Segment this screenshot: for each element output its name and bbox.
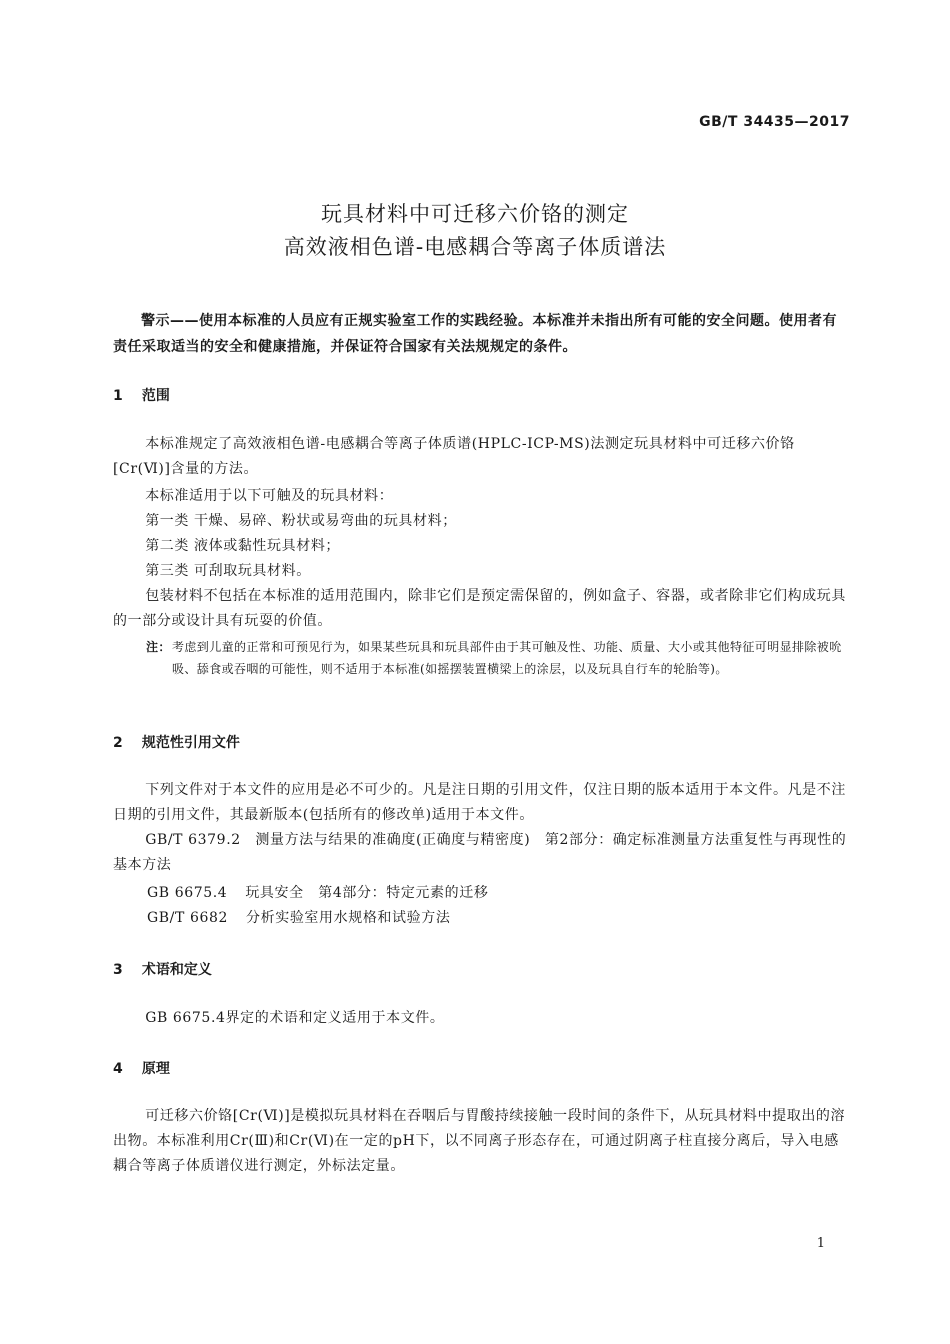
section-4-heading	[113, 1058, 170, 1078]
s1-paragraph-2: 本标准适用于以下可触及的玩具材料：	[145, 488, 394, 504]
reference-title: 测量方法与结果的准确度(正确度与精密度) 第2部分：确定标准测量方法重复性与再现性的基本方法	[113, 832, 847, 873]
s1-category-2: 第二类 液体或黏性玩具材料；	[145, 538, 341, 554]
warning-paragraph: 警示——使用本标准的人员应有正规实验室工作的实践经验。本标准并未指出所有可能的安全问题。使用者有责任采取适当的安全和健康措施，并保证符合国家有关法规规定的条件。	[113, 313, 837, 355]
s1-paragraph-6: 包装材料不包括在本标准的适用范围内，除非它们是预定需保留的，例如盒子、容器，或者除非它们构成玩具的一部分或设计具有玩耍的价值。	[113, 588, 846, 629]
s2-paragraph-1: 下列文件对于本文件的应用是必不可少的。凡是注日期的引用文件，仅注日期的版本适用于本文件。凡是不注日期的引用文件，其最新版本(包括所有的修改单)适用于本文件。	[113, 782, 846, 823]
reference-code: GB/T 6682	[147, 910, 229, 926]
section-1-heading	[113, 385, 170, 405]
s2-reference-2	[147, 882, 506, 902]
s2-reference-3	[147, 907, 468, 927]
title-line-2: 高效液相色谱-电感耦合等离子体质谱法	[283, 235, 667, 259]
reference-title: 分析实验室用水规格和试验方法	[246, 910, 451, 926]
s1-paragraph-1: 本标准规定了高效液相色谱-电感耦合等离子体质谱(HPLC-ICP-MS)法测定玩具材料中可迁移六价铬[Cr(Ⅵ)]含量的方法。	[113, 436, 795, 477]
page-number: 1	[816, 1236, 825, 1251]
section-title: 原理	[141, 1061, 170, 1077]
section-title: 规范性引用文件	[141, 735, 240, 751]
section-number: 4	[113, 1061, 123, 1077]
section-number: 3	[113, 962, 123, 978]
s2-reference-1	[113, 828, 849, 878]
standard-number: GB/T 34435—2017	[699, 114, 850, 130]
s1-note	[146, 636, 850, 680]
section-2-heading	[113, 732, 240, 752]
s1-category-3: 第三类 可刮取玩具材料。	[145, 563, 311, 579]
title-line-1: 玩具材料中可迁移六价铬的测定	[321, 202, 629, 226]
reference-title: 玩具安全 第4部分：特定元素的迁移	[245, 885, 489, 901]
s3-paragraph-1: GB 6675.4界定的术语和定义适用于本文件。	[145, 1010, 445, 1026]
s1-category-1: 第一类 干燥、易碎、粉状或易弯曲的玩具材料；	[145, 513, 457, 529]
section-number: 2	[113, 735, 123, 751]
note-label: 注：	[146, 640, 171, 654]
section-title: 范围	[141, 388, 170, 404]
section-number: 1	[113, 388, 123, 404]
note-text: 考虑到儿童的正常和可预见行为，如果某些玩具和玩具部件由于其可触及性、功能、质量、大小或其他特征可明显排除被吮吸、舔食或吞咽的可能性，则不适用于本标准(如摇摆装置横梁上的涂层，以及玩具自行车的轮胎等)。	[172, 640, 842, 676]
reference-code: GB/T 6379.2	[145, 832, 241, 848]
s4-paragraph-1: 可迁移六价铬[Cr(Ⅵ)]是模拟玩具材料在吞咽后与胃酸持续接触一段时间的条件下，从玩具材料中提取出的溶出物。本标准利用Cr(Ⅲ)和Cr(Ⅵ)在一定的pH下，以不同离子形态存在，可通过阴离子柱直接分离后，导入电感耦合等离子体质谱仪进行测定，外标法定量。	[113, 1108, 846, 1174]
section-3-heading	[113, 959, 212, 979]
reference-code: GB 6675.4	[147, 885, 228, 901]
section-title: 术语和定义	[141, 962, 212, 978]
